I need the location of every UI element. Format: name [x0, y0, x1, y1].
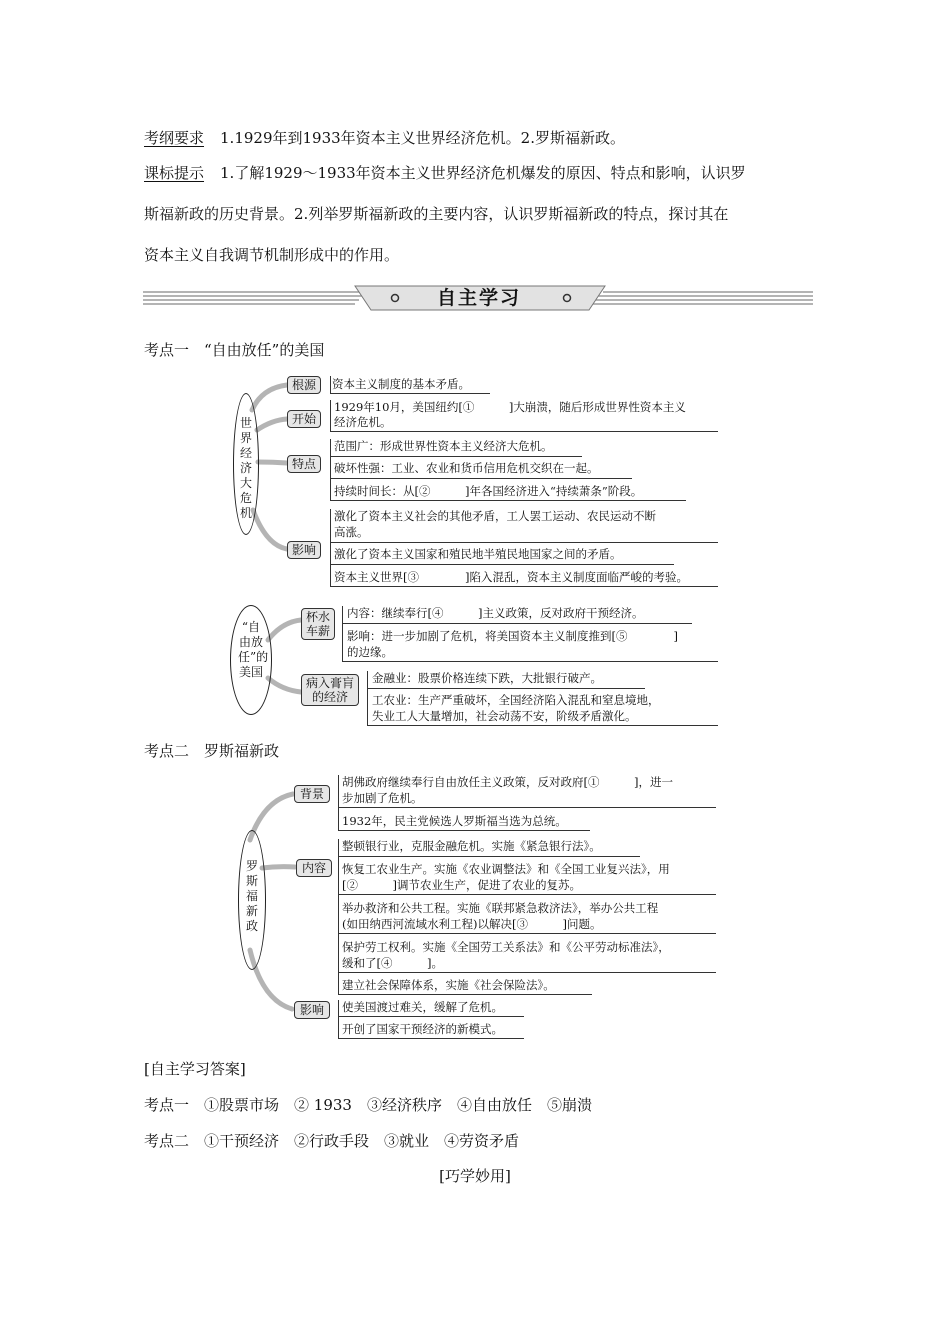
answers-kd1: 考点一 ①股票市场 ② 1933 ③经济秩序 ④自由放任 ⑤崩溃 — [144, 1096, 592, 1114]
crisis-root-label: 世界经济大危机 — [239, 416, 252, 520]
next-section-heading: [巧学妙用] — [439, 1167, 511, 1185]
impact-item-1: 激化了资本主义社会的其他矛盾，工人罢工运动、农民运动不断 — [334, 509, 656, 523]
banner-title: 自主学习 — [436, 287, 521, 309]
bucket-item-1: 内容：继续奉行[④ ]主义政策，反对政府干预经济。 — [347, 606, 644, 620]
content-item-1: 整顿银行业，克服金融危机。实施《紧急银行法》。 — [342, 839, 601, 853]
new-deal-root — [238, 830, 266, 970]
impact-item-3: 激化了资本主义国家和殖民地半殖民地国家之间的矛盾。 — [334, 547, 622, 561]
label-features: 特点 — [287, 455, 321, 473]
nd-impact-item-2: 开创了国家干预经济的新模式。 — [342, 1022, 503, 1036]
new-deal-root-label: 罗斯福新政 — [245, 859, 258, 933]
economy-item-1: 金融业：股票价格连续下跌，大批银行破产。 — [372, 671, 602, 685]
syllabus-label: 考纲要求 — [144, 129, 205, 147]
label-impact: 影响 — [287, 541, 321, 559]
root-cause-item: 资本主义制度的基本矛盾。 — [332, 377, 470, 391]
label-background: 背景 — [294, 785, 330, 803]
label-content: 内容 — [296, 859, 332, 877]
bucket-item-2: 影响：进一步加剧了危机，将美国资本主义制度推到[⑤ ] — [347, 629, 678, 643]
features-item-2: 破坏性强：工业、农业和货币信用危机交织在一起。 — [334, 461, 599, 475]
kd1-title: 考点一 “自由放任”的美国 — [144, 341, 325, 359]
curriculum-text-1: 1.了解1929～1933年资本主义世界经济危机爆发的原因、特点和影响，认识罗 — [220, 164, 746, 182]
curriculum-text-2: 斯福新政的历史背景。2.列举罗斯福新政的主要内容，认识罗斯福新政的特点，探讨其在 — [144, 205, 729, 223]
nd-impact-item-1: 使美国渡过难关，缓解了危机。 — [342, 1000, 503, 1014]
economy-item-3: 失业工人大量增加，社会动荡不安，阶级矛盾激化。 — [372, 709, 637, 723]
content-item-3: [② ]调节农业生产，促进了农业的复苏。 — [342, 878, 581, 892]
bucket-item-3: 的边缘。 — [347, 645, 393, 659]
content-item-7: 缓和了[④ ]。 — [342, 956, 443, 970]
impact-item-4: 资本主义世界[③ ]陷入混乱，资本主义制度面临严峻的考验。 — [334, 570, 688, 584]
background-item-1: 胡佛政府继续奉行自由放任主义政策，反对政府[① ]，进一 — [342, 775, 673, 789]
curriculum-label: 课标提示 — [144, 164, 205, 182]
content-item-5: (如田纳西河流域水利工程)以解决[③ ]问题。 — [342, 917, 602, 931]
laissez-root-label: “自由放任”的美国 — [238, 620, 269, 679]
start-item-1: 1929年10月，美国纽约[① ]大崩溃，随后形成世界性资本主义 — [334, 400, 686, 414]
features-item-3: 持续时间长：从[② ]年各国经济进入“持续萧条”阶段。 — [334, 484, 643, 498]
features-item-1: 范围广：形成世界性资本主义经济大危机。 — [334, 439, 553, 453]
background-item-3: 1932年，民主党候选人罗斯福当选为总统。 — [342, 814, 567, 828]
label-start: 开始 — [287, 410, 321, 428]
content-item-6: 保护劳工权利。实施《全国劳工关系法》和《公平劳动标准法》， — [342, 940, 670, 954]
label-new-deal-impact: 影响 — [294, 1001, 330, 1019]
content-item-8: 建立社会保障体系，实施《社会保险法》。 — [342, 978, 555, 992]
background-item-2: 步加剧了危机。 — [342, 791, 423, 805]
kd2-title: 考点二 罗斯福新政 — [144, 742, 280, 760]
label-drop-in-bucket-text: 杯水车薪 — [305, 610, 330, 638]
label-terminal-economy-text: 病入膏肓的经济 — [305, 676, 354, 704]
content-item-2: 恢复工农业生产。实施《农业调整法》和《全国工业复兴法》，用 — [342, 862, 670, 876]
economy-item-2: 工农业：生产严重破坏，全国经济陷入混乱和窒息境地， — [372, 693, 660, 707]
answers-heading: [自主学习答案] — [144, 1060, 246, 1078]
curriculum-text-3: 资本主义自我调节机制形成中的作用。 — [144, 246, 400, 264]
syllabus-text: 1.1929年到1933年资本主义世界经济危机。2.罗斯福新政。 — [220, 129, 625, 147]
label-root-cause: 根源 — [287, 376, 321, 394]
answers-kd2: 考点二 ①干预经济 ②行政手段 ③就业 ④劳资矛盾 — [144, 1132, 520, 1150]
start-item-2: 经济危机。 — [334, 415, 392, 429]
content-item-4: 举办救济和公共工程。实施《联邦紧急救济法》，举办公共工程 — [342, 901, 659, 915]
impact-item-2: 高涨。 — [334, 525, 369, 539]
